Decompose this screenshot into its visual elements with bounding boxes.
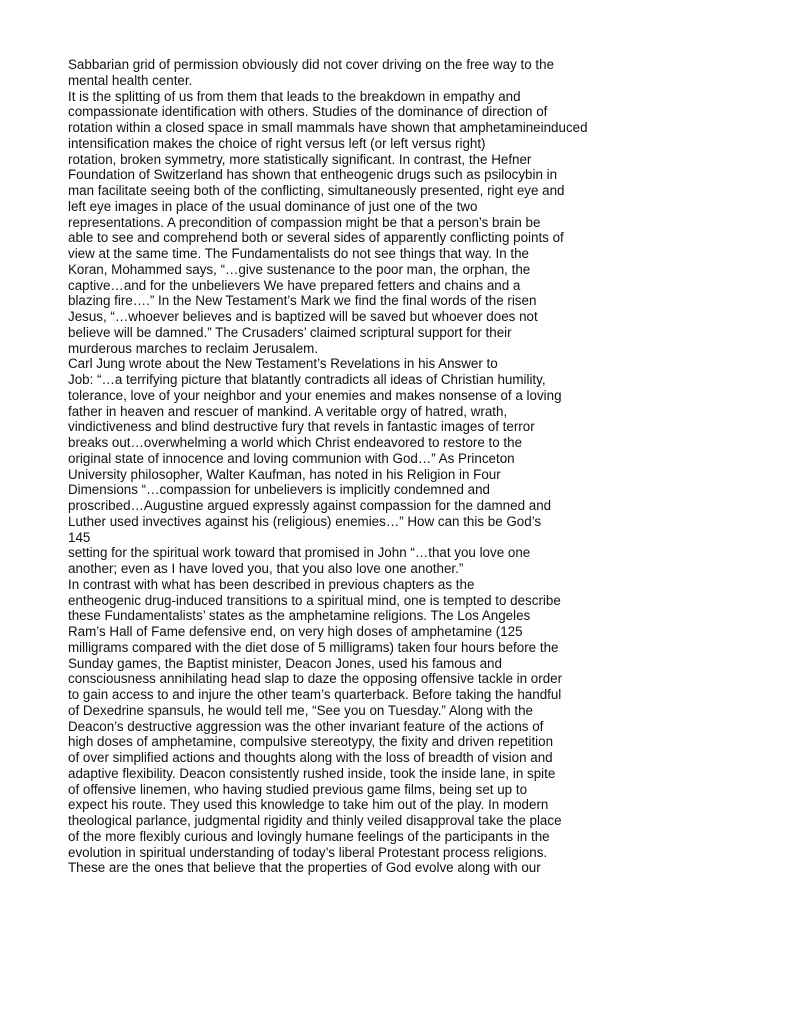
text-line: representations. A precondition of compassion might be that a person’s brain be (68, 214, 541, 230)
text-line: captive…and for the unbelievers We have prepared fetters and chains and a (68, 277, 521, 293)
text-line: father in heaven and rescuer of mankind. A veritable orgy of hatred, wrath, (68, 403, 508, 419)
text-line: breaks out…overwhelming a world which Christ endeavored to restore to the (68, 435, 523, 450)
text-line: Ram’s Hall of Fame defensive end, on very high doses of amphetamine (125 (68, 624, 523, 639)
text-line: Jesus, “…whoever believes and is baptized will be saved but whoever does not (68, 309, 538, 324)
text-line: theological parlance, judgmental rigidity and thinly veiled disapproval take the place (68, 813, 562, 828)
text-line: believe will be damned.” The Crusaders’ claimed scriptural support for their (68, 324, 512, 340)
text-line: of offensive linemen, who having studied previous game films, being set up to (68, 781, 528, 797)
text-line: Carl Jung wrote about the New Testament’s Revelations in his Answer to (68, 356, 498, 372)
text-line: man facilitate seeing both of the conflicting, simultaneously presented, right eye and (68, 183, 565, 198)
text-line: Sunday games, the Baptist minister, Deacon Jones, used his famous and (68, 655, 502, 671)
text-line: murderous marches to reclaim Jerusalem. (68, 340, 319, 356)
text-line: Sabbarian grid of permission obviously did not cover driving on the free way to the (68, 57, 555, 72)
text-line: to gain access to and injure the other team’s quarterback. Before taking the handful (68, 687, 562, 702)
text-line: compassionate identification with others. Studies of the dominance of direction of (68, 104, 548, 120)
text-line: of Dexedrine spansuls, he would tell me, “See you on Tuesday.” Along with the (68, 702, 533, 718)
text-line: mental health center. (68, 72, 193, 88)
text-line: evolution in spiritual understanding of today’s liberal Protestant process religions. (68, 844, 548, 860)
text-line: rotation, broken symmetry, more statistically significant. In contrast, the Hefner (68, 151, 532, 167)
text-line: tolerance, love of your neighbor and your enemies and makes nonsense of a loving (68, 387, 562, 403)
text-line: University philosopher, Walter Kaufman, has noted in his Religion in Four (68, 466, 501, 482)
text-line: high doses of amphetamine, compulsive stereotypy, the fixity and driven repetition (68, 734, 554, 750)
text-line: Luther used invectives against his (religious) enemies…” How can this be God’s (68, 513, 542, 529)
text-line: another; even as I have loved you, that you also love one another.” (68, 561, 464, 576)
text-line: of over simplified actions and thoughts along with the loss of breadth of vision and (68, 750, 553, 765)
text-line: intensification makes the choice of right versus left (or left versus right) (68, 135, 486, 151)
text-line: expect his route. They used this knowledge to take him out of the play. In modern (68, 797, 549, 813)
text-line: Job: “…a terrifying picture that blatantly contradicts all ideas of Christian humility, (68, 372, 546, 387)
text-line: proscribed…Augustine argued expressly against compassion for the damned and (68, 498, 552, 513)
text-line: entheogenic drug-induced transitions to a spiritual mind, one is tempted to describe (68, 592, 561, 608)
text-line: able to see and comprehend both or several sides of apparently conflicting points of (68, 230, 564, 246)
text-line: Dimensions “…compassion for unbelievers is implicitly condemned and (68, 482, 490, 498)
text-line: 145 (68, 529, 91, 545)
text-line: It is the splitting of us from them that leads to the breakdown in empathy and (68, 88, 521, 104)
text-line: rotation within a closed space in small mammals have shown that amphetamineinduced (68, 120, 588, 135)
text-line: Foundation of Switzerland has shown that entheogenic drugs such as psilocybin in (68, 167, 558, 183)
text-line: Koran, Mohammed says, “…give sustenance to the poor man, the orphan, the (68, 261, 531, 277)
text-line: blazing fire….” In the New Testament’s Mark we find the final words of the risen (68, 293, 537, 309)
text-line: In contrast with what has been described in previous chapters as the (68, 576, 475, 592)
text-line: consciousness annihilating head slap to daze the opposing offensive tackle in order (68, 671, 563, 687)
document-page (68, 57, 678, 876)
text-line: original state of innocence and loving communion with God…” As Princeton (68, 450, 515, 466)
text-line: view at the same time. The Fundamentalists do not see things that way. In the (68, 246, 529, 261)
text-line: these Fundamentalists’ states as the amphetamine religions. The Los Angeles (68, 608, 531, 624)
text-line: left eye images in place of the usual dominance of just one of the two (68, 198, 478, 214)
text-line: These are the ones that believe that the properties of God evolve along with our (68, 860, 541, 876)
text-line: Deacon’s destructive aggression was the other invariant feature of the actions of (68, 718, 544, 734)
text-line: of the more flexibly curious and lovingly humane feelings of the participants in the (68, 828, 550, 844)
text-line: milligrams compared with the diet dose of 5 milligrams) taken four hours before the (68, 639, 559, 655)
text-line: setting for the spiritual work toward that promised in John “…that you love one (68, 545, 531, 561)
text-line: vindictiveness and blind destructive fury that revels in fantastic images of terror (68, 419, 535, 435)
text-line: adaptive flexibility. Deacon consistently rushed inside, took the inside lane, in spite (68, 765, 556, 781)
